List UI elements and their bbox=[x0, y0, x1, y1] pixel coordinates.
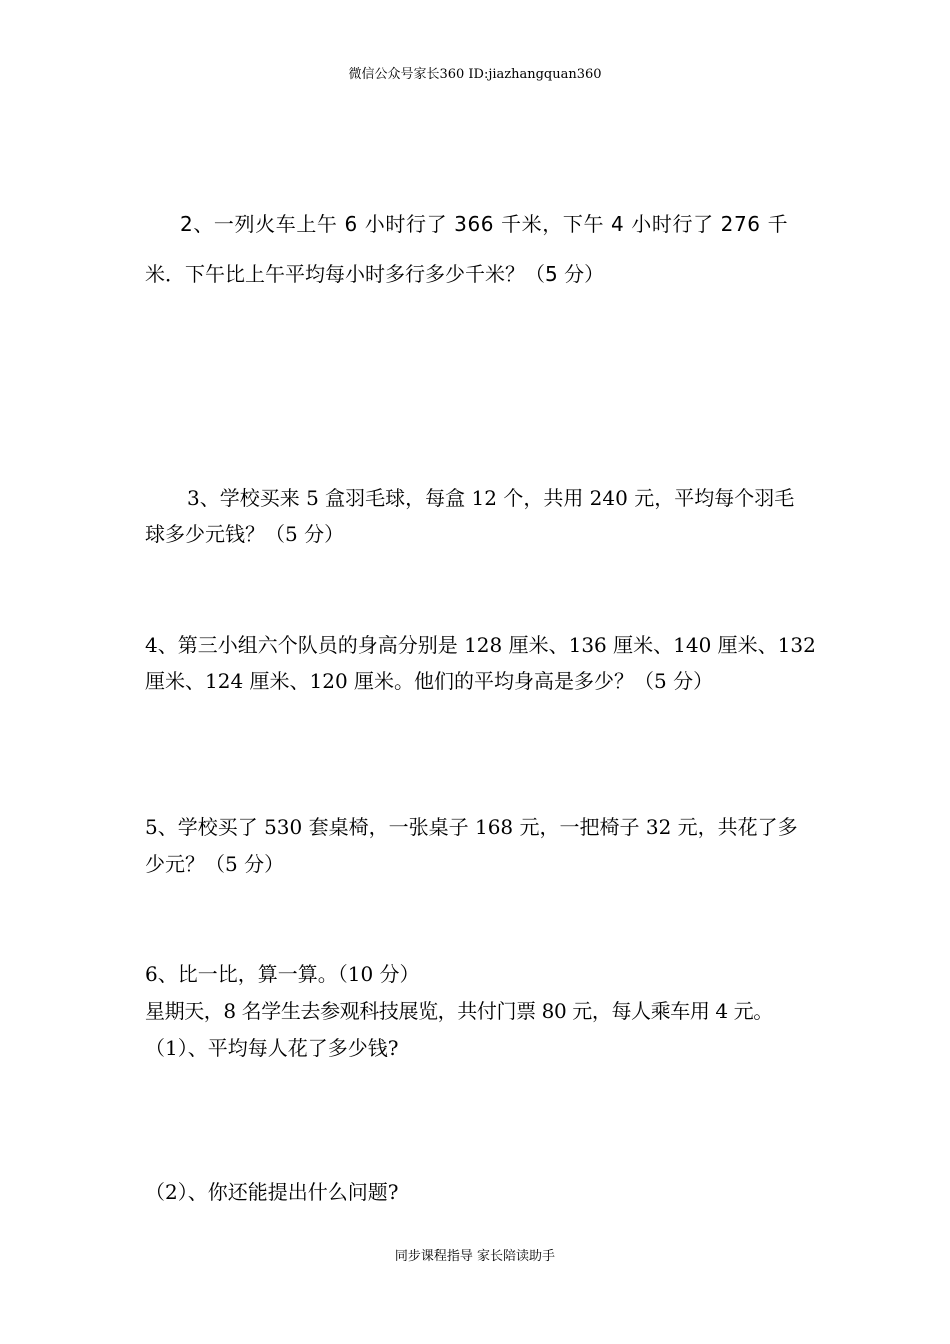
question-5-line-1: 5、学校买了 530 套桌椅，一张桌子 168 元，一把椅子 32 元，共花了多 bbox=[145, 815, 798, 839]
question-6-stem: 星期天，8 名学生去参观科技展览，共付门票 80 元，每人乘车用 4 元。 bbox=[145, 999, 773, 1023]
question-4-line-1: 4、第三小组六个队员的身高分别是 128 厘米、136 厘米、140 厘米、132 bbox=[145, 633, 816, 657]
question-3-line-1: 3、学校买来 5 盒羽毛球，每盒 12 个，共用 240 元，平均每个羽毛 bbox=[187, 486, 795, 510]
question-6-title: 6、比一比，算一算。（10 分） bbox=[145, 962, 420, 986]
question-2-line-2: 米．下午比上午平均每小时多行多少千米？（5 分） bbox=[145, 262, 605, 286]
question-6-sub-1: （1）、平均每人花了多少钱? bbox=[145, 1036, 399, 1060]
question-5-line-2: 少元？（5 分） bbox=[145, 852, 285, 876]
question-6-sub-2: （2）、你还能提出什么问题? bbox=[145, 1180, 399, 1204]
question-2-line-1: 2、一列火车上午 6 小时行了 366 千米，下午 4 小时行了 276 千 bbox=[180, 212, 789, 236]
page-footer: 同步课程指导 家长陪读助手 bbox=[394, 1249, 556, 1264]
page-header: 微信公众号家长360 ID:jiazhangquan360 bbox=[348, 67, 602, 82]
question-4-line-2: 厘米、124 厘米、120 厘米。他们的平均身高是多少？（5 分） bbox=[145, 669, 714, 693]
question-3-line-2: 球多少元钱？（5 分） bbox=[145, 522, 345, 546]
